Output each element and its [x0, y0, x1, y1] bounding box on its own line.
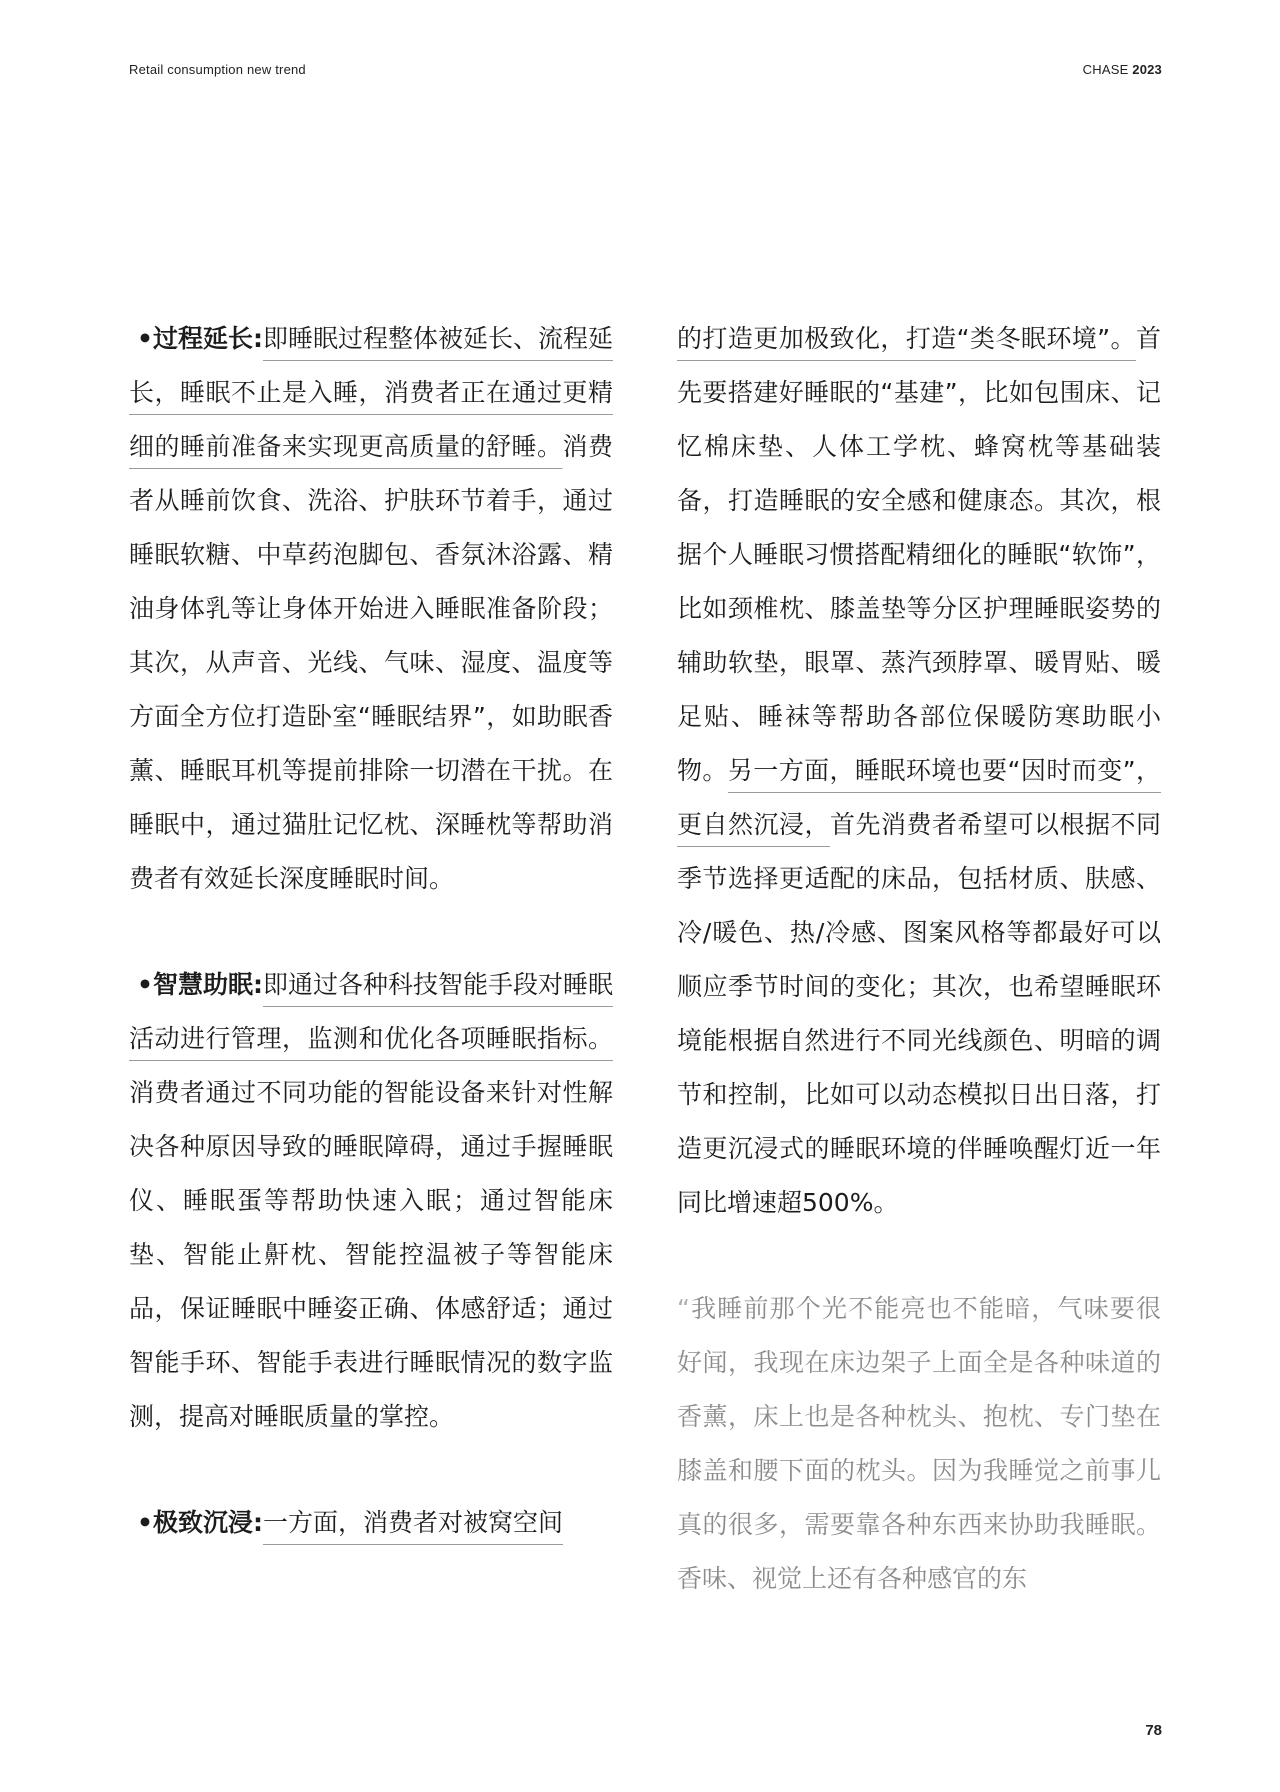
bullet-label: •极致沉浸:: [137, 1508, 263, 1537]
brand-year: 2023: [1132, 62, 1162, 77]
bullet-label: •智慧助眠:: [137, 970, 263, 999]
bullet-label: •过程延长:: [137, 324, 263, 353]
highlight-text: 即睡眠过程整体被延长、流程延长，睡眠不止是入睡，消费者正在通过更精细的睡前准备来实现更高质量的舒睡。: [129, 324, 613, 461]
running-header-brand: [1083, 62, 1162, 77]
highlight-text: 一方面，消费者对被窝空间: [262, 1508, 563, 1537]
highlight-text-2: 另一方面，睡眠环境也要“因时而变”，更自然沉浸，: [677, 756, 1161, 839]
body-text: 消费者从睡前饮食、洗浴、护肤环节着手，通过睡眠软糖、中草药泡脚包、香氛沐浴露、精油身体乳等让身体开始进入睡眠准备阶段；其次，从声音、光线、气味、湿度、温度等方面全方位打造卧室“睡眠结界”，如助眠香薰、睡眠耳机等提前排除一切潜在干扰。在睡眠中，通过猫肚记忆枕、深睡枕等帮助消费者有效延长深度睡眠时间。: [129, 432, 613, 893]
paragraph-extreme-immersion-continued: [677, 312, 1161, 1230]
right-column: [677, 312, 1161, 1658]
left-column: [129, 312, 613, 1602]
body-text: 消费者通过不同功能的智能设备来针对性解决各种原因导致的睡眠障碍，通过手握睡眠仪、睡眠蛋等帮助快速入眠；通过智能床垫、智能止鼾枕、智能控温被子等智能床品，保证睡眠中睡姿正确、体感舒适；通过智能手环、智能手表进行睡眠情况的数字监测，提高对睡眠质量的掌控。: [129, 1078, 613, 1431]
paragraph-process-extension: [129, 312, 613, 906]
consumer-quote: [677, 1282, 1161, 1606]
highlight-text: 即通过各种科技智能手段对睡眠活动进行管理，监测和优化各项睡眠指标。: [129, 970, 613, 1053]
page-number: 78: [1145, 1722, 1162, 1739]
quote-text: 我睡前那个光不能亮也不能暗，气味要很好闻，我现在床边架子上面全是各种味道的香薰，床上也是各种枕头、抱枕、专门垫在膝盖和腰下面的枕头。因为我睡觉之前事儿真的很多，需要靠各种东西来协助我睡眠。香味、视觉上还有各种感官的东: [677, 1294, 1161, 1593]
quote-mark-icon: “: [677, 1294, 690, 1323]
paragraph-extreme-immersion: [129, 1496, 613, 1550]
brand-name: CHASE: [1082, 62, 1129, 77]
running-header-title: Retail consumption new trend: [129, 62, 306, 77]
paragraph-smart-sleep-aid: [129, 958, 613, 1444]
highlight-text: 的打造更加极致化，打造“类冬眠环境”。: [677, 324, 1136, 353]
body-text-2: 首先消费者希望可以根据不同季节选择更适配的床品，包括材质、肤感、冷/暖色、热/冷感、图案风格等都最好可以顺应季节时间的变化；其次，也希望睡眠环境能根据自然进行不同光线颜色、明暗的调节和控制，比如可以动态模拟日出日落，打造更沉浸式的睡眠环境的伴睡唤醒灯近一年同比增速超500%。: [677, 810, 1161, 1217]
body-text: 首先要搭建好睡眠的“基建”，比如包围床、记忆棉床垫、人体工学枕、蜂窝枕等基础装备，打造睡眠的安全感和健康态。其次，根据个人睡眠习惯搭配精细化的睡眠“软饰”，比如颈椎枕、膝盖垫等分区护理睡眠姿势的辅助软垫，眼罩、蒸汽颈脖罩、暖胃贴、暖足贴、睡袜等帮助各部位保暖防寒助眠小物。: [677, 324, 1161, 785]
